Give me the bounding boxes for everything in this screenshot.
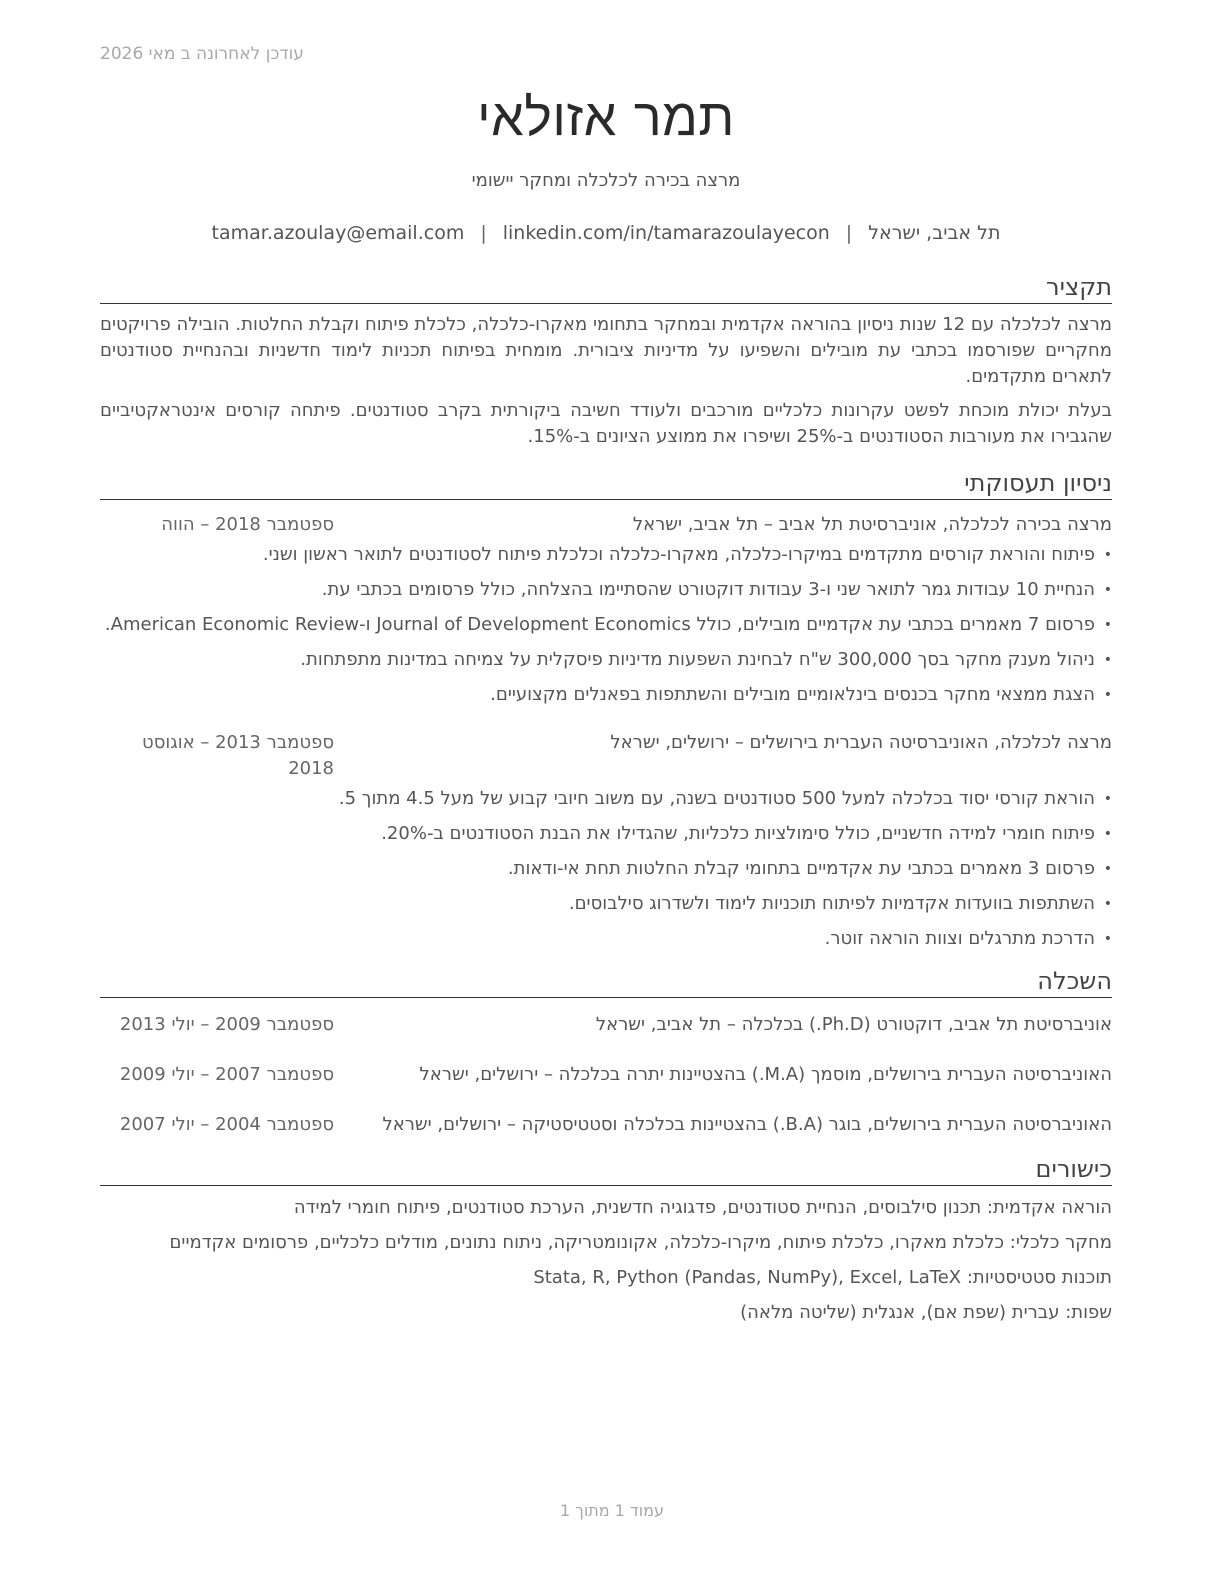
job-bullets: [100, 786, 1112, 952]
contact-line: [100, 220, 1112, 246]
education-entry: [100, 1012, 1112, 1038]
job-bullet: [100, 856, 1112, 882]
contact-email[interactable]: tamar.azoulay@email.com: [211, 222, 465, 244]
job-header: [100, 512, 1112, 538]
contact-separator: |: [845, 222, 853, 244]
candidate-name: תמר אזולאי: [477, 88, 735, 148]
bullet-icon: •: [1103, 826, 1112, 842]
section-title-experience: ניסיון תעסוקתי: [100, 468, 1112, 500]
job-bullets: [100, 542, 1112, 708]
job-bullet: [100, 542, 1112, 568]
section-title-education: השכלה: [100, 966, 1112, 998]
education-entry: [100, 1112, 1112, 1138]
job-bullet: [100, 612, 1112, 638]
bullet-icon: •: [1103, 652, 1112, 668]
job-bullet: [100, 682, 1112, 708]
education-entry: [100, 1062, 1112, 1088]
contact-location: תל אביב, ישראל: [868, 222, 1001, 244]
bullet-icon: •: [1103, 861, 1112, 877]
bullet-icon: •: [1103, 791, 1112, 807]
job-bullet: [100, 926, 1112, 952]
job-header: [100, 730, 1112, 782]
last-updated-note: עודכן לאחרונה ב מאי 2026: [100, 44, 304, 64]
skill-line: מחקר כלכלי: כלכלת מאקרו, כלכלת פיתוח, מיקרו-כלכלה, אקונומטריקה, ניתוח נתונים, מודלים כלכליים, פרסומים אקדמיים: [169, 1232, 1112, 1253]
education-degree: האוניברסיטה העברית בירושלים, מוסמך (M.A.) בהצטיינות יתרה בכלכלה – ירושלים, ישראל: [419, 1064, 1112, 1085]
job-bullet-text: הצגת ממצאי מחקר בכנסים בינלאומיים מובילים והשתתפות בפאנלים מקצועיים.: [490, 684, 1095, 705]
page-number: עמוד 1 מתוך 1: [560, 1501, 664, 1520]
job-bullet: [100, 786, 1112, 812]
education-degree: האוניברסיטה העברית בירושלים, בוגר (B.A.) בהצטיינות בכלכלה וסטטיסטיקה – ירושלים, ישראל: [382, 1114, 1112, 1135]
skill-line: הוראה אקדמית: תכנון סילבוסים, הנחיית סטודנטים, פדגוגיה חדשנית, הערכת סטודנטים, פיתוח חומרי למידה: [293, 1197, 1112, 1218]
resume-page: [100, 0, 1112, 1326]
candidate-headline: מרצה בכירה לכלכלה ומחקר יישומי: [471, 170, 741, 191]
job-bullet-text: פרסום 3 מאמרים בכתבי עת אקדמיים בתחומי קבלת החלטות תחת אי-ודאות.: [507, 858, 1095, 879]
job-bullet: [100, 891, 1112, 917]
job-bullet-text: פיתוח והוראת קורסים מתקדמים במיקרו-כלכלה, מאקרו-כלכלה וכלכלת פיתוח לסטודנטים לתואר ראשון ושני.: [262, 544, 1095, 565]
education-date: ספטמבר 2007 – יולי 2009: [119, 1064, 334, 1085]
summary-paragraph: מרצה לכלכלה עם 12 שנות ניסיון בהוראה אקדמית ובמחקר בתחומי מאקרו-כלכלה, כלכלת פיתוח וקבלת החלטות. הובילה פרויקטים מחקריים שפורסמו בכתבי עת מובילים והשפיעו על מדיניות ציבורית. מומחית בפיתוח תכניות לימוד חדשניות ובהנחיית סטודנטים לתארים מתקדמים.: [100, 314, 1112, 387]
education-degree: אוניברסיטת תל אביב, דוקטורט (Ph.D.) בכלכלה – תל אביב, ישראל: [595, 1014, 1112, 1035]
bullet-icon: •: [1103, 547, 1112, 563]
job-bullet: [100, 647, 1112, 673]
job-bullet-text: פיתוח חומרי למידה חדשניים, כולל סימולציות כלכליות, שהגדילו את הבנת הסטודנטים ב-20%.: [381, 823, 1095, 844]
education-date: ספטמבר 2004 – יולי 2007: [119, 1114, 334, 1135]
job-bullet-text: הדרכת מתרגלים וצוות הוראה זוטר.: [824, 928, 1095, 949]
job-date: ספטמבר 2018 – הווה: [161, 514, 334, 535]
summary-paragraph: בעלת יכולת מוכחת לפשט עקרונות כלכליים מורכבים ולעודד חשיבה ביקורתית בקרב סטודנטים. פיתחה קורסים אינטראקטיביים שהגבירו את מעורבות הסטודנטים ב-25% ושיפרו את ממוצע הציונים ב-15%.: [100, 400, 1112, 447]
job-bullet: [100, 821, 1112, 847]
section-title-summary: תקציר: [100, 272, 1112, 304]
skill-line: שפות: עברית (שפת אם), אנגלית (שליטה מלאה): [740, 1302, 1112, 1323]
bullet-icon: •: [1103, 582, 1112, 598]
skill-line: תוכנות סטטיסטיות: Stata, R, Python (Pandas, NumPy), Excel, LaTeX: [533, 1267, 1112, 1288]
job-title: מרצה לכלכלה, האוניברסיטה העברית בירושלים – ירושלים, ישראל: [610, 732, 1112, 753]
job-bullet-text: הוראת קורסי יסוד בכלכלה למעל 500 סטודנטים בשנה, עם משוב חיובי קבוע של מעל 4.5 מתוך 5.: [338, 788, 1095, 809]
job-bullet: [100, 577, 1112, 603]
job-title: מרצה בכירה לכלכלה, אוניברסיטת תל אביב – תל אביב, ישראל: [632, 514, 1112, 535]
job-entry: [100, 512, 1112, 708]
contact-linkedin[interactable]: linkedin.com/in/tamarazoulayecon: [502, 222, 830, 244]
job-bullet-text: השתתפות בוועדות אקדמיות לפיתוח תוכניות לימוד ולשדרוג סילבוסים.: [568, 893, 1095, 914]
bullet-icon: •: [1103, 617, 1112, 633]
job-entry: [100, 730, 1112, 952]
job-bullet-text: ניהול מענק מחקר בסך 300,000 ש"ח לבחינת השפעות מדיניות פיסקלית על צמיחה במדינות מתפתחות.: [300, 649, 1095, 670]
section-title-skills: כישורים: [100, 1154, 1112, 1186]
job-bullet-text: פרסום 7 מאמרים בכתבי עת אקדמיים מובילים, כולל Journal of Development Economics ו-American Economic Review.: [104, 614, 1095, 635]
education-date: ספטמבר 2009 – יולי 2013: [119, 1014, 334, 1035]
job-bullet-text: הנחיית 10 עבודות גמר לתואר שני ו-3 עבודות דוקטורט שהסתיימו בהצלחה, כולל פרסומים בכתבי עת.: [321, 579, 1095, 600]
job-date: ספטמבר 2013 – אוגוסט 2018: [142, 732, 334, 779]
bullet-icon: •: [1103, 931, 1112, 947]
bullet-icon: •: [1103, 896, 1112, 912]
contact-separator: |: [480, 222, 487, 244]
bullet-icon: •: [1103, 687, 1112, 703]
